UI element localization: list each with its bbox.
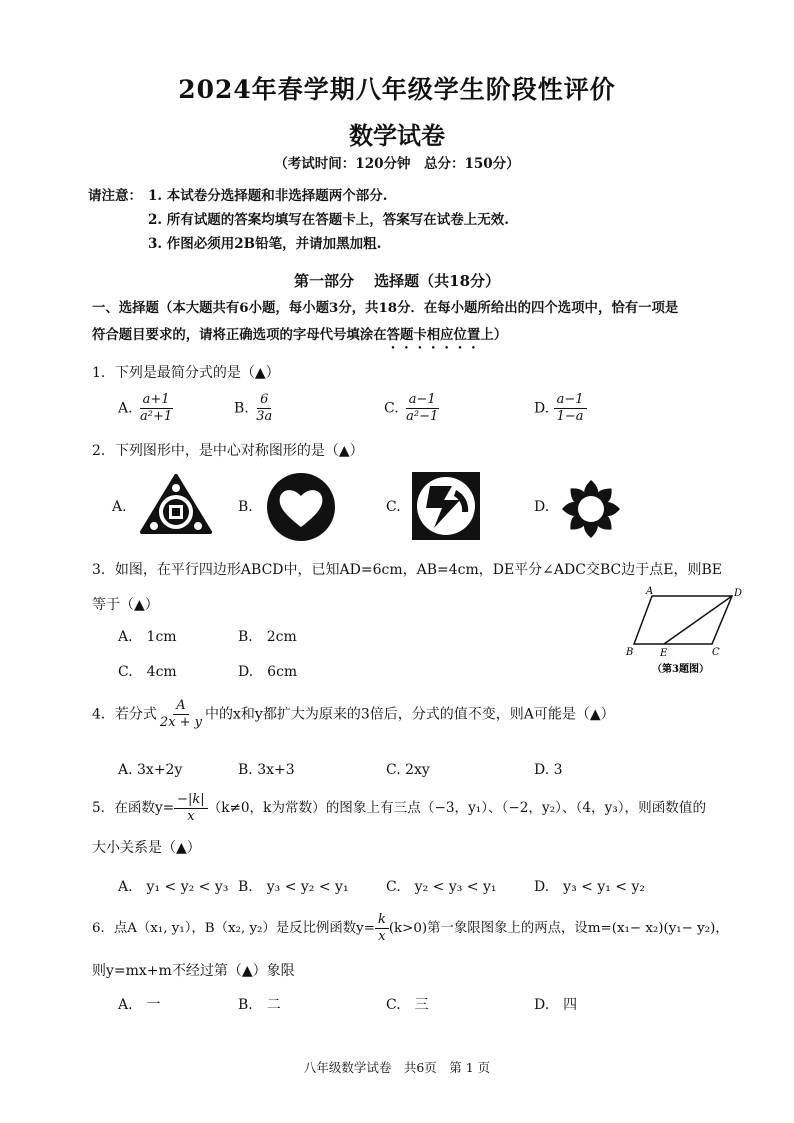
- q2-label-b: B.: [238, 499, 253, 515]
- q4-stem: 4．若分式 $\frac{A}{2x + y}$ 中的x和y都扩大为原来的3倍后，分式的值不变，则A可能是（▲）: [92, 698, 615, 730]
- q3-option-b: B. 2cm: [238, 629, 297, 645]
- q6-option-d: D. 四: [534, 997, 578, 1013]
- lightning-symbol-icon: [412, 472, 480, 540]
- fraction: $\frac{a+1}{\text{a²+1}}$: [140, 392, 173, 424]
- section-title: 第一部分 选择题（共18分）: [293, 272, 501, 290]
- q6-option-b: B. 二: [238, 997, 281, 1013]
- q5-option-c: C. y₂ < y₃ < y₁: [386, 879, 497, 895]
- point-label-c: C: [712, 647, 720, 658]
- triangle-symbol-icon: [140, 474, 212, 536]
- q4-option-c: C. 2xy: [386, 762, 430, 778]
- q2-label-d: D.: [534, 499, 550, 515]
- fraction: $\frac{6}{3a}$: [256, 392, 273, 424]
- q6-option-c: C. 三: [386, 997, 429, 1013]
- q3-stem-line2: 等于（▲）: [92, 597, 159, 613]
- section-instruction-line2: 符合题目要求的，请将正确选项的字母代号填涂在答题卡相应位置上）: [92, 327, 508, 343]
- figure-caption: （第3题图）: [652, 664, 709, 675]
- parallelogram-figure: [620, 584, 750, 680]
- emphasis-text: 答题卡相应位置: [386, 327, 481, 343]
- q3-stem-line1: 3．如图，在平行四边形ABCD中，已知AD=6cm，AB=4cm，DE平分∠ADC交BC边于点E，则BE: [92, 562, 722, 578]
- q1-option-b: B. $\frac{6}{3a}$: [234, 392, 275, 425]
- q1-option-d: D. $\frac{a-1}{1-a}$: [534, 392, 587, 425]
- fraction: $\frac{a-1}{1-a}$: [554, 392, 587, 425]
- q4-option-b: B. 3x+3: [238, 762, 295, 778]
- q5-option-d: D. y₃ < y₁ < y₂: [534, 879, 646, 895]
- point-label-b: B: [626, 647, 634, 658]
- q1-stem: 1．下列是最简分式的是（▲）: [92, 365, 280, 381]
- q5-option-a: A. y₁ < y₂ < y₃: [118, 879, 229, 895]
- point-label-a: A: [646, 586, 654, 597]
- notice-label: 请注意：: [88, 188, 142, 204]
- q5-stem-line1: 5．在函数y= $\frac{-|k|}{x}$ （k≠0，k为常数）的图象上有三点（−3，y₁）、（−2，y₂）、（4，y₃），则函数值的: [92, 792, 707, 824]
- heart-symbol-icon: [266, 472, 336, 542]
- q3-option-c: C. 4cm: [118, 664, 177, 680]
- section-instruction-line1: 一、选择题（本大题共有6小题，每小题3分，共18分．在每小题所给出的四个选项中，恰有一项是: [92, 300, 679, 316]
- fraction: $\frac{k}{x}$: [375, 912, 389, 945]
- q2-label-c: C.: [386, 499, 401, 515]
- notice-item-2: 2. 所有试题的答案均填写在答题卡上，答案写在试卷上无效.: [148, 212, 509, 228]
- notice-item-3: 3. 作图必须用2B铅笔，并请加黑加粗.: [148, 236, 382, 252]
- exam-info: （考试时间：120分钟 总分：150分）: [274, 156, 520, 172]
- fraction: $\frac{A}{2x + y}$: [159, 698, 203, 730]
- flame-ring-symbol-icon: [560, 478, 622, 540]
- point-label-e: E: [660, 648, 668, 659]
- q3-option-d: D. 6cm: [238, 664, 298, 680]
- q5-stem-line2: 大小关系是（▲）: [92, 840, 201, 856]
- page-footer: 八年级数学试卷 共6页 第 1 页: [303, 1060, 491, 1075]
- q3-option-a: A. 1cm: [118, 629, 177, 645]
- q6-stem-line2: 则y=mx+m不经过第（▲）象限: [92, 963, 295, 979]
- q2-stem: 2．下列图形中，是中心对称图形的是（▲）: [92, 443, 364, 459]
- page-subtitle: 数学试卷: [349, 121, 445, 150]
- q1-option-a: A. $\frac{a+1}{\text{a²+1}}$: [118, 392, 175, 425]
- fraction: $\frac{a-1}{\text{a²−1}}$: [406, 392, 439, 424]
- page-title: 2024年春学期八年级学生阶段性评价: [178, 75, 616, 104]
- q5-option-b: B. y₃ < y₂ < y₁: [238, 879, 349, 895]
- q2-label-a: A.: [112, 499, 127, 515]
- point-label-d: D: [734, 588, 743, 599]
- notice-item-1: 1. 本试卷分选择题和非选择题两个部分.: [148, 188, 388, 204]
- fraction: $\frac{-|k|}{x}$: [174, 792, 208, 825]
- q6-stem-line1: 6．点A（x₁, y₁），B（x₂, y₂）是反比例函数y= $\frac{k}{x}$ (k>0)第一象限图象上的两点，设m=(x₁− x₂)(y₁− y₂)，: [92, 912, 729, 944]
- q6-option-a: A. 一: [118, 997, 161, 1013]
- q4-option-a: A. 3x+2y: [118, 762, 183, 778]
- q1-option-c: C. $\frac{a-1}{\text{a²−1}}$: [384, 392, 441, 425]
- q4-option-d: D. 3: [534, 762, 563, 778]
